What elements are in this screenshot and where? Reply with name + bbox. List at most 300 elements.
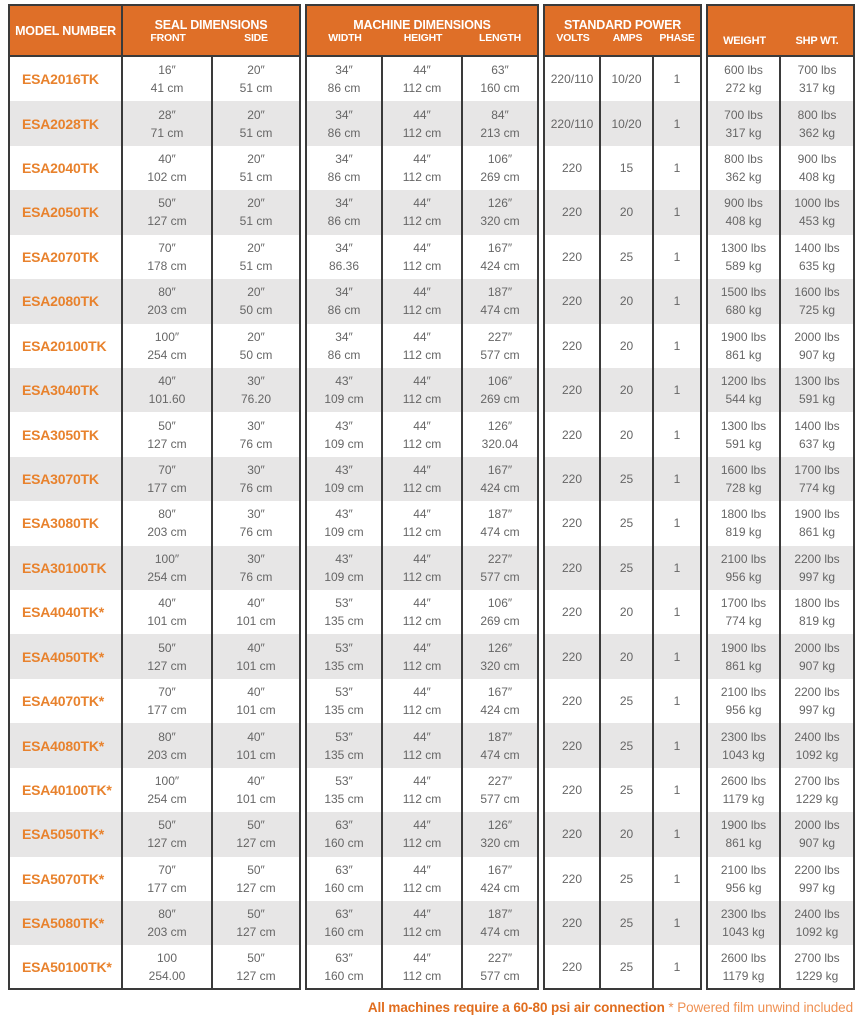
width-dimension-cell bbox=[307, 101, 383, 145]
inches-value: 43″ bbox=[335, 418, 353, 433]
inches-value: 80″ bbox=[158, 729, 176, 744]
height-dimension-cell bbox=[383, 590, 463, 634]
lbs-value: 800 lbs bbox=[797, 107, 837, 122]
cm-value: 101 cm bbox=[236, 747, 276, 762]
height-dimension-cell bbox=[383, 945, 463, 989]
height-dimension-cell bbox=[383, 501, 463, 545]
inches-value: 20″ bbox=[247, 285, 265, 300]
header-side: SIDE bbox=[213, 32, 301, 57]
cm-value: 424 cm bbox=[480, 481, 520, 495]
height-dimension-cell bbox=[383, 723, 463, 767]
side-dimension-cell bbox=[213, 457, 301, 501]
front-dimension-cell bbox=[123, 546, 213, 590]
lbs-value: 1300 lbs bbox=[794, 374, 840, 389]
cm-value: 269 cm bbox=[480, 170, 520, 185]
inches-value: 30″ bbox=[247, 374, 265, 389]
inches-value: 63″ bbox=[335, 907, 353, 922]
lbs-value: 2400 lbs bbox=[794, 907, 840, 922]
cm-value: 112 cm bbox=[402, 303, 442, 318]
front-dimension-cell bbox=[123, 768, 213, 812]
height-dimension-cell bbox=[383, 146, 463, 190]
inches-value: 167″ bbox=[487, 862, 513, 877]
inches-value: 44″ bbox=[413, 240, 431, 255]
side-dimension-cell bbox=[213, 501, 301, 545]
cm-value: 203 cm bbox=[147, 747, 187, 762]
weight-cell bbox=[708, 57, 781, 101]
cm-value: 112 cm bbox=[402, 791, 442, 806]
lbs-value: 2300 lbs bbox=[720, 907, 767, 922]
phase-cell: 1 bbox=[654, 945, 702, 989]
side-dimension-cell bbox=[213, 279, 301, 323]
cm-value: 474 cm bbox=[480, 747, 520, 762]
inches-value: 44″ bbox=[413, 685, 431, 700]
length-dimension-cell bbox=[463, 679, 539, 723]
inches-value: 100 bbox=[156, 950, 178, 965]
inches-value: 44″ bbox=[413, 907, 431, 922]
kg-value: 725 kg bbox=[798, 303, 836, 318]
inches-value: 187″ bbox=[487, 285, 513, 300]
weight-cell bbox=[708, 812, 781, 856]
cm-value: 127 cm bbox=[236, 925, 276, 940]
lbs-value: 1900 lbs bbox=[794, 507, 840, 522]
volts-cell: 220 bbox=[545, 279, 601, 323]
header-height: HEIGHT bbox=[383, 32, 463, 57]
lbs-value: 1000 lbs bbox=[794, 196, 840, 211]
cm-value: 135 cm bbox=[324, 658, 364, 673]
cm-value: 254 cm bbox=[147, 569, 187, 584]
inches-value: 53″ bbox=[335, 685, 353, 700]
table-row bbox=[8, 501, 855, 545]
shp-wt-cell bbox=[781, 324, 855, 368]
inches-value: 167″ bbox=[487, 685, 513, 700]
side-dimension-cell bbox=[213, 57, 301, 101]
kg-value: 680 kg bbox=[725, 303, 762, 318]
phase-cell: 1 bbox=[654, 235, 702, 279]
height-dimension-cell bbox=[383, 857, 463, 901]
side-dimension-cell bbox=[213, 101, 301, 145]
table-row bbox=[8, 457, 855, 501]
kg-value: 956 kg bbox=[725, 569, 762, 584]
weight-cell bbox=[708, 723, 781, 767]
inches-value: 126″ bbox=[487, 640, 513, 655]
weight-cell bbox=[708, 679, 781, 723]
volts-cell: 220 bbox=[545, 546, 601, 590]
side-dimension-cell bbox=[213, 812, 301, 856]
length-dimension-cell bbox=[463, 901, 539, 945]
length-dimension-cell bbox=[463, 57, 539, 101]
cm-value: 424 cm bbox=[480, 880, 520, 895]
lbs-value: 2000 lbs bbox=[794, 329, 840, 344]
inches-value: 50″ bbox=[158, 196, 176, 211]
height-dimension-cell bbox=[383, 679, 463, 723]
weight-cell bbox=[708, 457, 781, 501]
cm-value: 112 cm bbox=[402, 436, 442, 451]
phase-cell: 1 bbox=[654, 368, 702, 412]
side-dimension-cell bbox=[213, 235, 301, 279]
cm-value: 76 cm bbox=[239, 481, 273, 495]
cm-value: 112 cm bbox=[402, 258, 442, 273]
width-dimension-cell bbox=[307, 57, 383, 101]
cm-value: 203 cm bbox=[147, 303, 187, 318]
cm-value: 109 cm bbox=[324, 392, 364, 407]
lbs-value: 1700 lbs bbox=[794, 463, 840, 477]
table-row bbox=[8, 590, 855, 634]
kg-value: 1043 kg bbox=[722, 747, 765, 762]
amps-cell: 25 bbox=[601, 945, 654, 989]
amps-cell: 10/20 bbox=[601, 101, 654, 145]
model-number-cell: ESA50100TK* bbox=[8, 945, 123, 989]
cm-value: 474 cm bbox=[480, 925, 520, 940]
front-dimension-cell bbox=[123, 945, 213, 989]
amps-cell: 25 bbox=[601, 723, 654, 767]
cm-value: 254.00 bbox=[148, 968, 186, 983]
cm-value: 177 cm bbox=[147, 703, 187, 718]
volts-cell: 220 bbox=[545, 723, 601, 767]
powered-unwind-note: * Powered film unwind included bbox=[668, 999, 853, 1015]
header-group-standard-power: STANDARD POWER bbox=[545, 4, 702, 32]
inches-value: 44″ bbox=[413, 551, 431, 566]
cm-value: 71 cm bbox=[150, 125, 184, 140]
amps-cell: 20 bbox=[601, 368, 654, 412]
inches-value: 63″ bbox=[335, 862, 353, 877]
inches-value: 80″ bbox=[158, 507, 176, 522]
amps-cell: 25 bbox=[601, 501, 654, 545]
cm-value: 135 cm bbox=[324, 703, 364, 718]
cm-value: 109 cm bbox=[324, 436, 364, 451]
height-dimension-cell bbox=[383, 57, 463, 101]
lbs-value: 1600 lbs bbox=[720, 463, 767, 477]
kg-value: 1043 kg bbox=[722, 925, 765, 940]
front-dimension-cell bbox=[123, 901, 213, 945]
weight-cell bbox=[708, 857, 781, 901]
length-dimension-cell bbox=[463, 146, 539, 190]
front-dimension-cell bbox=[123, 634, 213, 678]
volts-cell: 220 bbox=[545, 812, 601, 856]
cm-value: 135 cm bbox=[324, 791, 364, 806]
table-row bbox=[8, 279, 855, 323]
length-dimension-cell bbox=[463, 768, 539, 812]
kg-value: 997 kg bbox=[798, 703, 836, 718]
kg-value: 861 kg bbox=[725, 347, 762, 362]
volts-cell: 220 bbox=[545, 501, 601, 545]
kg-value: 907 kg bbox=[798, 347, 836, 362]
shp-wt-cell bbox=[781, 812, 855, 856]
inches-value: 126″ bbox=[487, 418, 513, 433]
inches-value: 100″ bbox=[154, 773, 180, 788]
shp-wt-cell bbox=[781, 590, 855, 634]
cm-value: 112 cm bbox=[402, 968, 442, 983]
model-number-cell: ESA4080TK* bbox=[8, 723, 123, 767]
weight-cell bbox=[708, 501, 781, 545]
inches-value: 53″ bbox=[335, 596, 353, 611]
inches-value: 40″ bbox=[247, 773, 265, 788]
volts-cell: 220/110 bbox=[545, 101, 601, 145]
header-shp-wt: SHP WT. bbox=[781, 4, 855, 57]
height-dimension-cell bbox=[383, 368, 463, 412]
weight-cell bbox=[708, 768, 781, 812]
lbs-value: 2200 lbs bbox=[794, 551, 840, 566]
shp-wt-cell bbox=[781, 57, 855, 101]
volts-cell: 220 bbox=[545, 901, 601, 945]
kg-value: 272 kg bbox=[725, 81, 762, 96]
cm-value: 51 cm bbox=[239, 258, 273, 273]
cm-value: 112 cm bbox=[402, 747, 442, 762]
height-dimension-cell bbox=[383, 546, 463, 590]
phase-cell: 1 bbox=[654, 634, 702, 678]
table-row bbox=[8, 546, 855, 590]
front-dimension-cell bbox=[123, 368, 213, 412]
amps-cell: 25 bbox=[601, 901, 654, 945]
inches-value: 50″ bbox=[247, 818, 265, 833]
kg-value: 589 kg bbox=[725, 258, 762, 273]
lbs-value: 2700 lbs bbox=[794, 950, 840, 965]
kg-value: 591 kg bbox=[725, 436, 762, 451]
inches-value: 40″ bbox=[158, 374, 176, 389]
kg-value: 1229 kg bbox=[795, 791, 839, 806]
width-dimension-cell bbox=[307, 501, 383, 545]
kg-value: 362 kg bbox=[798, 125, 836, 140]
lbs-value: 2300 lbs bbox=[720, 729, 767, 744]
spec-table bbox=[8, 4, 855, 1015]
front-dimension-cell bbox=[123, 101, 213, 145]
weight-cell bbox=[708, 235, 781, 279]
weight-cell bbox=[708, 945, 781, 989]
inches-value: 43″ bbox=[335, 374, 353, 389]
kg-value: 907 kg bbox=[798, 658, 836, 673]
table-row bbox=[8, 368, 855, 412]
phase-cell: 1 bbox=[654, 57, 702, 101]
length-dimension-cell bbox=[463, 101, 539, 145]
kg-value: 408 kg bbox=[798, 170, 836, 185]
amps-cell: 20 bbox=[601, 279, 654, 323]
length-dimension-cell bbox=[463, 279, 539, 323]
inches-value: 50″ bbox=[247, 907, 265, 922]
side-dimension-cell bbox=[213, 634, 301, 678]
kg-value: 544 kg bbox=[725, 392, 762, 407]
shp-wt-cell bbox=[781, 768, 855, 812]
kg-value: 1229 kg bbox=[795, 968, 839, 983]
kg-value: 819 kg bbox=[798, 614, 836, 629]
volts-cell: 220 bbox=[545, 768, 601, 812]
model-number-cell: ESA5070TK* bbox=[8, 857, 123, 901]
volts-cell: 220 bbox=[545, 679, 601, 723]
table-row bbox=[8, 101, 855, 145]
inches-value: 50″ bbox=[158, 818, 176, 833]
cm-value: 160 cm bbox=[324, 836, 364, 851]
shp-wt-cell bbox=[781, 457, 855, 501]
weight-cell bbox=[708, 634, 781, 678]
amps-cell: 20 bbox=[601, 634, 654, 678]
lbs-value: 1900 lbs bbox=[720, 818, 767, 833]
inches-value: 63″ bbox=[491, 63, 509, 78]
table-row bbox=[8, 412, 855, 456]
front-dimension-cell bbox=[123, 857, 213, 901]
height-dimension-cell bbox=[383, 279, 463, 323]
volts-cell: 220 bbox=[545, 368, 601, 412]
footer-note bbox=[8, 1000, 855, 1015]
cm-value: 112 cm bbox=[402, 836, 442, 851]
volts-cell: 220 bbox=[545, 190, 601, 234]
phase-cell: 1 bbox=[654, 501, 702, 545]
inches-value: 44″ bbox=[413, 374, 431, 389]
weight-cell bbox=[708, 279, 781, 323]
kg-value: 1092 kg bbox=[795, 925, 839, 940]
cm-value: 127 cm bbox=[147, 436, 187, 451]
lbs-value: 1800 lbs bbox=[794, 596, 840, 611]
inches-value: 53″ bbox=[335, 773, 353, 788]
lbs-value: 1200 lbs bbox=[720, 374, 767, 389]
cm-value: 320 cm bbox=[480, 836, 520, 851]
length-dimension-cell bbox=[463, 324, 539, 368]
weight-cell bbox=[708, 412, 781, 456]
lbs-value: 1600 lbs bbox=[794, 285, 840, 300]
front-dimension-cell bbox=[123, 679, 213, 723]
cm-value: 474 cm bbox=[480, 525, 520, 540]
height-dimension-cell bbox=[383, 412, 463, 456]
inches-value: 63″ bbox=[335, 818, 353, 833]
inches-value: 100″ bbox=[154, 551, 180, 566]
volts-cell: 220 bbox=[545, 235, 601, 279]
model-number-cell: ESA20100TK bbox=[8, 324, 123, 368]
inches-value: 44″ bbox=[413, 596, 431, 611]
cm-value: 102 cm bbox=[147, 170, 187, 185]
phase-cell: 1 bbox=[654, 768, 702, 812]
inches-value: 28″ bbox=[158, 107, 176, 122]
table-row bbox=[8, 146, 855, 190]
inches-value: 227″ bbox=[487, 950, 513, 965]
inches-value: 227″ bbox=[487, 773, 513, 788]
width-dimension-cell bbox=[307, 457, 383, 501]
table-row bbox=[8, 901, 855, 945]
inches-value: 34″ bbox=[335, 329, 353, 344]
inches-value: 126″ bbox=[487, 196, 513, 211]
amps-cell: 25 bbox=[601, 768, 654, 812]
front-dimension-cell bbox=[123, 590, 213, 634]
amps-cell: 20 bbox=[601, 190, 654, 234]
inches-value: 44″ bbox=[413, 463, 431, 477]
inches-value: 126″ bbox=[487, 818, 513, 833]
header-amps: AMPS bbox=[601, 32, 654, 57]
cm-value: 112 cm bbox=[402, 703, 442, 718]
inches-value: 40″ bbox=[247, 640, 265, 655]
inches-value: 44″ bbox=[413, 640, 431, 655]
side-dimension-cell bbox=[213, 368, 301, 412]
length-dimension-cell bbox=[463, 723, 539, 767]
lbs-value: 2600 lbs bbox=[720, 773, 767, 788]
inches-value: 20″ bbox=[247, 329, 265, 344]
cm-value: 269 cm bbox=[480, 392, 520, 407]
cm-value: 178 cm bbox=[147, 258, 187, 273]
lbs-value: 1900 lbs bbox=[720, 329, 767, 344]
inches-value: 44″ bbox=[413, 107, 431, 122]
model-number-cell: ESA3070TK bbox=[8, 457, 123, 501]
front-dimension-cell bbox=[123, 190, 213, 234]
model-number-cell: ESA4040TK* bbox=[8, 590, 123, 634]
cm-value: 112 cm bbox=[402, 880, 442, 895]
cm-value: 76 cm bbox=[239, 569, 273, 584]
table-header bbox=[8, 4, 855, 57]
width-dimension-cell bbox=[307, 945, 383, 989]
model-number-cell: ESA2040TK bbox=[8, 146, 123, 190]
inches-value: 50″ bbox=[247, 950, 265, 965]
inches-value: 227″ bbox=[487, 329, 513, 344]
shp-wt-cell bbox=[781, 101, 855, 145]
volts-cell: 220 bbox=[545, 945, 601, 989]
inches-value: 43″ bbox=[335, 507, 353, 522]
inches-value: 106″ bbox=[487, 596, 513, 611]
inches-value: 34″ bbox=[335, 107, 353, 122]
cm-value: 101.60 bbox=[148, 392, 186, 407]
cm-value: 86 cm bbox=[327, 170, 361, 185]
cm-value: 51 cm bbox=[239, 125, 273, 140]
cm-value: 254 cm bbox=[147, 347, 187, 362]
width-dimension-cell bbox=[307, 857, 383, 901]
cm-value: 112 cm bbox=[402, 658, 442, 673]
amps-cell: 25 bbox=[601, 457, 654, 501]
length-dimension-cell bbox=[463, 857, 539, 901]
cm-value: 101 cm bbox=[236, 614, 276, 629]
side-dimension-cell bbox=[213, 857, 301, 901]
amps-cell: 25 bbox=[601, 546, 654, 590]
volts-cell: 220 bbox=[545, 146, 601, 190]
model-number-cell: ESA4050TK* bbox=[8, 634, 123, 678]
volts-cell: 220 bbox=[545, 634, 601, 678]
kg-value: 591 kg bbox=[798, 392, 836, 407]
front-dimension-cell bbox=[123, 501, 213, 545]
cm-value: 160 cm bbox=[480, 81, 520, 96]
table-row bbox=[8, 235, 855, 279]
inches-value: 80″ bbox=[158, 907, 176, 922]
kg-value: 997 kg bbox=[798, 569, 836, 584]
cm-value: 86 cm bbox=[327, 347, 361, 362]
height-dimension-cell bbox=[383, 768, 463, 812]
lbs-value: 1800 lbs bbox=[720, 507, 767, 522]
kg-value: 997 kg bbox=[798, 880, 836, 895]
cm-value: 127 cm bbox=[147, 214, 187, 229]
inches-value: 63″ bbox=[335, 950, 353, 965]
height-dimension-cell bbox=[383, 324, 463, 368]
front-dimension-cell bbox=[123, 146, 213, 190]
front-dimension-cell bbox=[123, 57, 213, 101]
cm-value: 320.04 bbox=[481, 436, 519, 451]
inches-value: 40″ bbox=[158, 152, 176, 167]
height-dimension-cell bbox=[383, 101, 463, 145]
width-dimension-cell bbox=[307, 279, 383, 323]
inches-value: 34″ bbox=[335, 196, 353, 211]
front-dimension-cell bbox=[123, 412, 213, 456]
inches-value: 44″ bbox=[413, 329, 431, 344]
model-number-cell: ESA2080TK bbox=[8, 279, 123, 323]
cm-value: 112 cm bbox=[402, 925, 442, 940]
shp-wt-cell bbox=[781, 634, 855, 678]
cm-value: 112 cm bbox=[402, 392, 442, 407]
volts-cell: 220/110 bbox=[545, 57, 601, 101]
length-dimension-cell bbox=[463, 368, 539, 412]
model-number-cell: ESA5050TK* bbox=[8, 812, 123, 856]
shp-wt-cell bbox=[781, 945, 855, 989]
cm-value: 577 cm bbox=[480, 968, 520, 983]
width-dimension-cell bbox=[307, 634, 383, 678]
inches-value: 34″ bbox=[335, 63, 353, 78]
table-body bbox=[8, 57, 855, 990]
cm-value: 127 cm bbox=[236, 836, 276, 851]
kg-value: 637 kg bbox=[798, 436, 836, 451]
cm-value: 112 cm bbox=[402, 525, 442, 540]
inches-value: 70″ bbox=[158, 862, 176, 877]
volts-cell: 220 bbox=[545, 324, 601, 368]
inches-value: 187″ bbox=[487, 507, 513, 522]
shp-wt-cell bbox=[781, 501, 855, 545]
